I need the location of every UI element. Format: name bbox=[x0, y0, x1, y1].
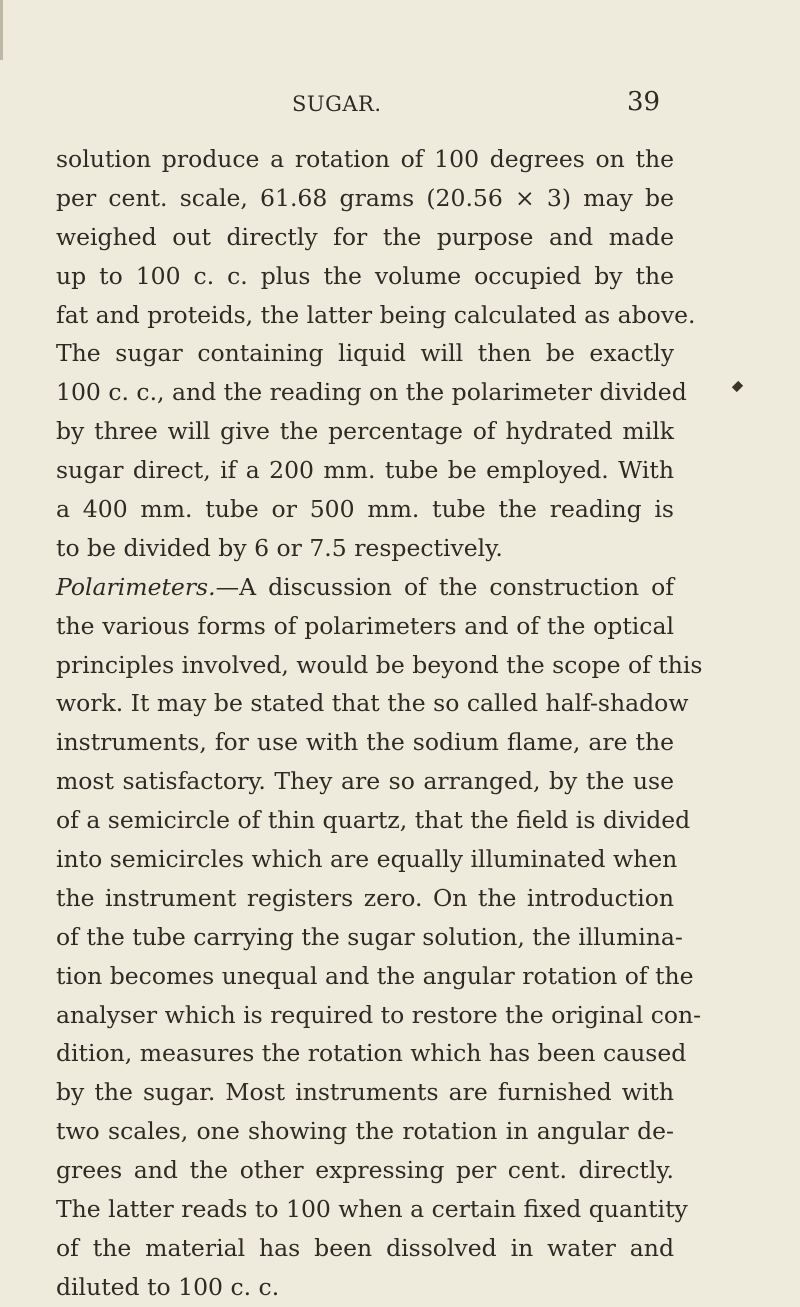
text-line: 100 c. c., and the reading on the polarimeter divided bbox=[56, 378, 687, 407]
page-header bbox=[0, 86, 800, 126]
page-number: 39 bbox=[627, 87, 661, 117]
text-line: sugar direct, if a 200 mm. tube be employed. With bbox=[56, 456, 674, 485]
text-line: tion becomes unequal and the angular rotation of the bbox=[56, 961, 694, 990]
text-line: of the material has been dissolved in water and bbox=[56, 1233, 674, 1262]
text-line: fat and proteids, the latter being calculated as above. bbox=[56, 300, 696, 329]
text-line: diluted to 100 c. c. bbox=[56, 1272, 280, 1301]
text-line: weighed out directly for the purpose and made bbox=[56, 222, 674, 251]
text-line: the instrument registers zero. On the introduction bbox=[56, 883, 674, 912]
text-line: up to 100 c. c. plus the volume occupied by the bbox=[56, 261, 674, 290]
text-line: principles involved, would be beyond the scope of this bbox=[56, 650, 703, 679]
text-line: most satisfactory. They are so arranged, by the use bbox=[56, 767, 674, 796]
text-line: by the sugar. Most instruments are furnished with bbox=[56, 1078, 674, 1107]
text-line: work. It may be stated that the so called half-shadow bbox=[56, 689, 689, 718]
text-line: dition, measures the rotation which has been caused bbox=[56, 1039, 687, 1068]
text-line: per cent. scale, 61.68 grams (20.56 × 3) may be bbox=[56, 183, 674, 212]
text-line: of the tube carrying the sugar solution, the illumina- bbox=[56, 922, 683, 951]
text-line: instruments, for use with the sodium flame, are the bbox=[56, 728, 674, 757]
section-start-line bbox=[56, 568, 674, 607]
page-edge-shadow bbox=[0, 0, 3, 60]
text-line: solution produce a rotation of 100 degrees on the bbox=[56, 145, 674, 173]
section-heading: Polarimeters. bbox=[56, 572, 216, 601]
body-text bbox=[56, 140, 703, 1307]
text-line: of a semicircle of thin quartz, that the field is divided bbox=[56, 806, 691, 835]
text-line: The latter reads to 100 when a certain fixed quantity bbox=[56, 1195, 688, 1224]
section-lead-text: —A discussion of the construction of bbox=[215, 572, 674, 601]
text-line: to be divided by 6 or 7.5 respectively. bbox=[56, 533, 503, 562]
text-line: by three will give the percentage of hydrated milk bbox=[56, 417, 674, 446]
text-line: two scales, one showing the rotation in angular de- bbox=[56, 1117, 674, 1146]
text-line: the various forms of polarimeters and of the optical bbox=[56, 611, 674, 640]
text-line: a 400 mm. tube or 500 mm. tube the reading is bbox=[56, 495, 674, 524]
running-head: SUGAR. bbox=[292, 92, 382, 116]
text-line: grees and the other expressing per cent. directly. bbox=[56, 1156, 674, 1185]
text-line: The sugar containing liquid will then be exactly bbox=[56, 339, 674, 368]
text-line: analyser which is required to restore the original con- bbox=[56, 1000, 702, 1029]
text-line: into semicircles which are equally illuminated when bbox=[56, 845, 678, 874]
ink-speck bbox=[732, 381, 743, 392]
